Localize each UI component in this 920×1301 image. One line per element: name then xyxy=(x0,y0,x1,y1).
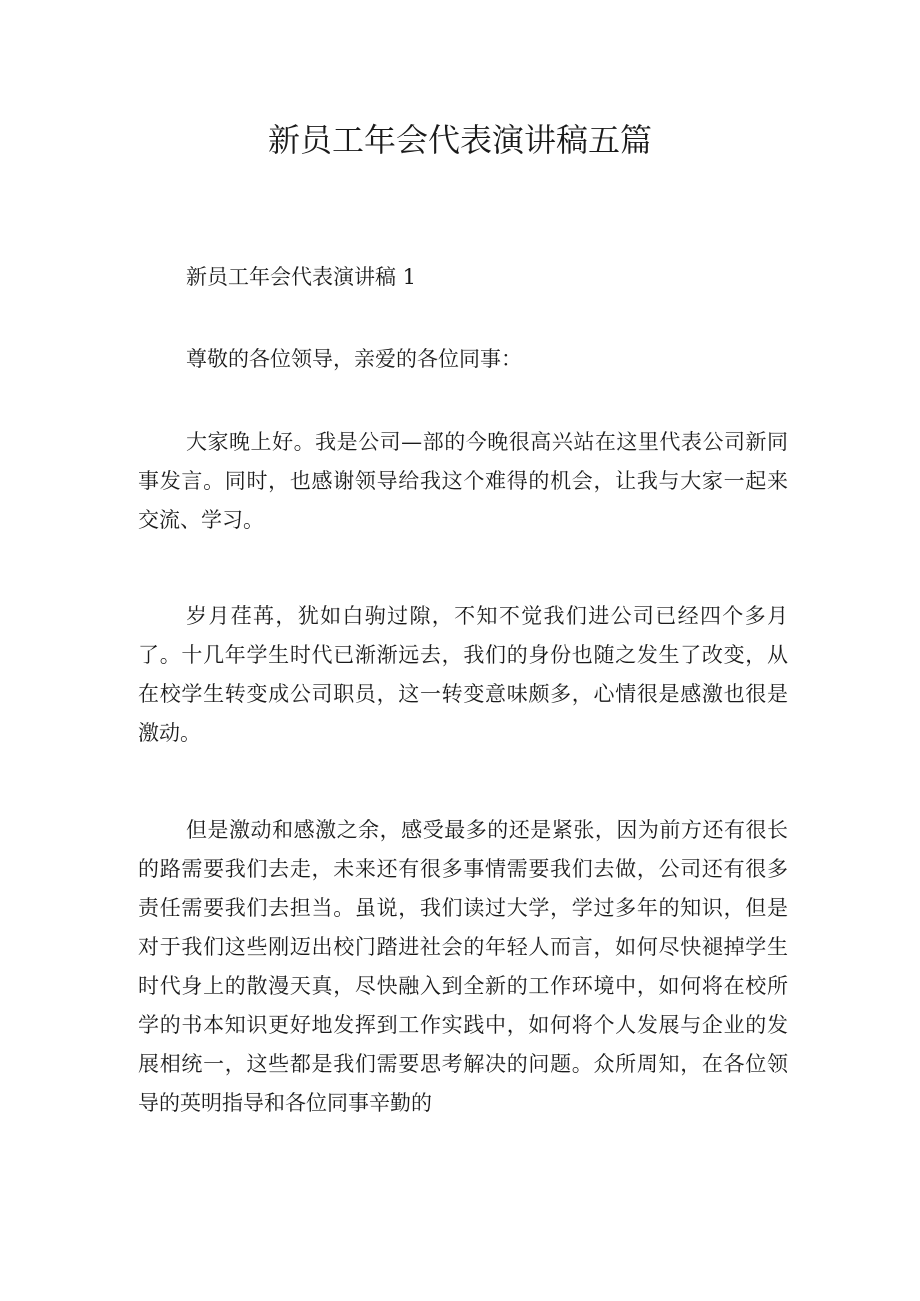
greeting-line: 尊敬的各位领导，亲爱的各位同事： xyxy=(186,347,522,371)
body-paragraph-2: 岁月荏苒，犹如白驹过隙，不知不觉我们进公司已经四个多月了。十几年学生时代已渐渐远去，我们的身份也随之发生了改变，从在校学生转变成公司职员，这一转变意味颇多，心情很是感激也很是激动。 xyxy=(138,604,788,745)
body-paragraph-1: 大家晚上好。我是公司—部的今晚很高兴站在这里代表公司新同事发言。同时，也感谢领导给我这个难得的机会，让我与大家一起来交流、学习。 xyxy=(138,430,788,532)
document-title: 新员工年会代表演讲稿五篇 xyxy=(267,121,652,159)
body-paragraph-3: 但是激动和感激之余，感受最多的还是紧张，因为前方还有很长的路需要我们去走，未来还有很多事情需要我们去做，公司还有很多责任需要我们去担当。虽说，我们读过大学，学过多年的知识，但是对于我们这些刚迈出校门踏进社会的年轻人而言，如何尽快褪掉学生时代身上的散漫天真，尽快融入到全新的工作环境中，如何将在校所学的书本知识更好地发挥到工作实践中，如何将个人发展与企业的发展相统一，这些都是我们需要思考解决的问题。众所周知，在各位领导的英明指导和各位同事辛勤的 xyxy=(138,818,788,1115)
section-subtitle: 新员工年会代表演讲稿 1 xyxy=(186,265,417,289)
